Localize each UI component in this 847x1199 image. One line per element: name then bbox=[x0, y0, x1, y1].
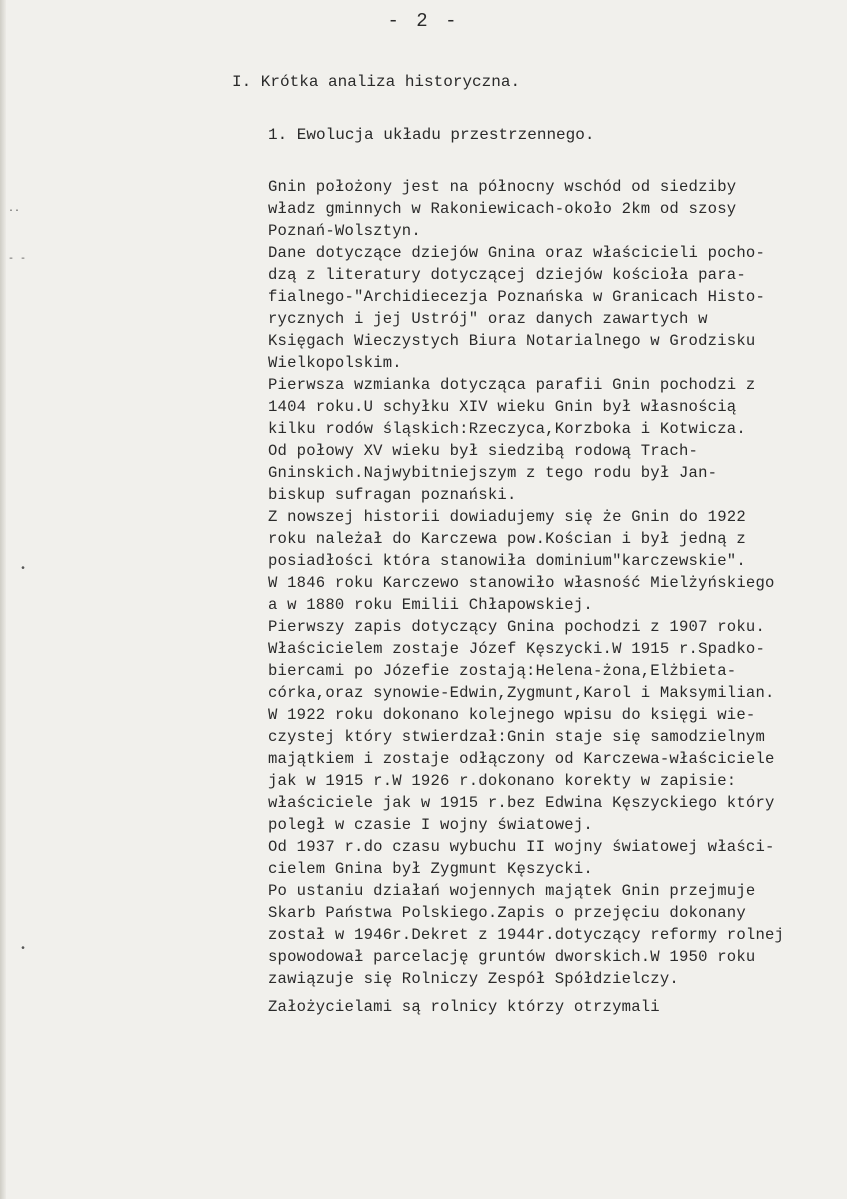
text-line: czystej który stwierdzał:Gnin staje się samodzielnym bbox=[268, 728, 766, 746]
text-line: władz gminnych w Rakoniewicach-około 2km od szosy bbox=[268, 200, 737, 218]
text-line: rycznych i jej Ustrój" oraz danych zawartych w bbox=[268, 310, 708, 328]
text-line: Dane dotyczące dziejów Gnina oraz właścicieli pocho- bbox=[268, 244, 766, 262]
text-line: Wielkopolskim. bbox=[268, 354, 402, 372]
text-line: W 1846 roku Karczewo stanowiło własność Mielżyńskiego bbox=[268, 574, 775, 592]
text-line: córka,oraz synowie-Edwin,Zygmunt,Karol i Maksymilian. bbox=[268, 684, 775, 702]
text-line: Pierwsza wzmianka dotycząca parafii Gnin pochodzi z bbox=[268, 376, 756, 394]
text-line: Pierwszy zapis dotyczący Gnina pochodzi z 1907 roku. bbox=[268, 618, 766, 636]
text-line: biskup sufragan poznański. bbox=[268, 486, 517, 504]
section-heading: I. Krótka analiza historyczna. bbox=[232, 73, 521, 91]
text-line: Z nowszej historii dowiadujemy się że Gnin do 1922 bbox=[268, 508, 746, 526]
text-line: Gnin położony jest na północny wschód od siedziby bbox=[268, 178, 737, 196]
text-line: Księgach Wieczystych Biura Notarialnego w Grodzisku bbox=[268, 332, 756, 350]
text-line: fialnego-"Archidiecezja Poznańska w Granicach Histo- bbox=[268, 288, 766, 306]
text-line: biercami po Józefie zostają:Helena-żona,Elżbieta- bbox=[268, 662, 737, 680]
margin-mark: • bbox=[20, 564, 27, 575]
body-text bbox=[268, 176, 843, 1018]
text-line: majątkiem i zostaje odłączony od Karczewa-właściciele bbox=[268, 750, 775, 768]
text-line: cielem Gnina był Zygmunt Kęszycki. bbox=[268, 860, 593, 878]
text-line: właściciele jak w 1915 r.bez Edwina Kęszyckiego który bbox=[268, 794, 775, 812]
text-line: a w 1880 roku Emilii Chłapowskiej. bbox=[268, 596, 593, 614]
text-line: roku należał do Karczewa pow.Kościan i był jedną z bbox=[268, 530, 746, 548]
text-line: Poznań-Wolsztyn. bbox=[268, 222, 421, 240]
page-number: - 2 - bbox=[387, 10, 460, 32]
text-line: spowodował parcelację gruntów dworskich.W 1950 roku bbox=[268, 948, 756, 966]
text-line: Skarb Państwa Polskiego.Zapis o przejęciu dokonany bbox=[268, 904, 746, 922]
margin-mark: - - bbox=[8, 254, 27, 265]
text-line: poległ w czasie I wojny światowej. bbox=[268, 816, 593, 834]
text-line: 1404 roku.U schyłku XIV wieku Gnin był własnością bbox=[268, 398, 737, 416]
text-line: został w 1946r.Dekret z 1944r.dotyczący reformy rolnej bbox=[268, 926, 785, 944]
text-line: Po ustaniu działań wojennych majątek Gnin przejmuje bbox=[268, 882, 756, 900]
subsection-heading: 1. Ewolucja układu przestrzennego. bbox=[268, 126, 595, 144]
text-line: Gninskich.Najwybitniejszym z tego rodu był Jan- bbox=[268, 464, 718, 482]
margin-mark: .. bbox=[8, 204, 21, 215]
text-line: Od 1937 r.do czasu wybuchu II wojny światowej właści- bbox=[268, 838, 775, 856]
text-line: Właścicielem zostaje Józef Kęszycki.W 1915 r.Spadko- bbox=[268, 640, 766, 658]
paper-edge bbox=[0, 0, 6, 1199]
text-line: Od połowy XV wieku był siedzibą rodową Trach- bbox=[268, 442, 699, 460]
text-line: W 1922 roku dokonano kolejnego wpisu do księgi wie- bbox=[268, 706, 756, 724]
text-line: posiadłości która stanowiła dominium"karczewskie". bbox=[268, 552, 746, 570]
text-line: kilku rodów śląskich:Rzeczyca,Korzboka i Kotwicza. bbox=[268, 420, 746, 438]
margin-mark: • bbox=[20, 944, 27, 955]
text-line: zawiązuje się Rolniczy Zespół Spółdzielczy. bbox=[268, 970, 679, 988]
text-line: dzą z literatury dotyczącej dziejów kościoła para- bbox=[268, 266, 746, 284]
text-line: Założycielami są rolnicy którzy otrzymali bbox=[268, 998, 660, 1016]
text-line: jak w 1915 r.W 1926 r.dokonano korekty w zapisie: bbox=[268, 772, 737, 790]
